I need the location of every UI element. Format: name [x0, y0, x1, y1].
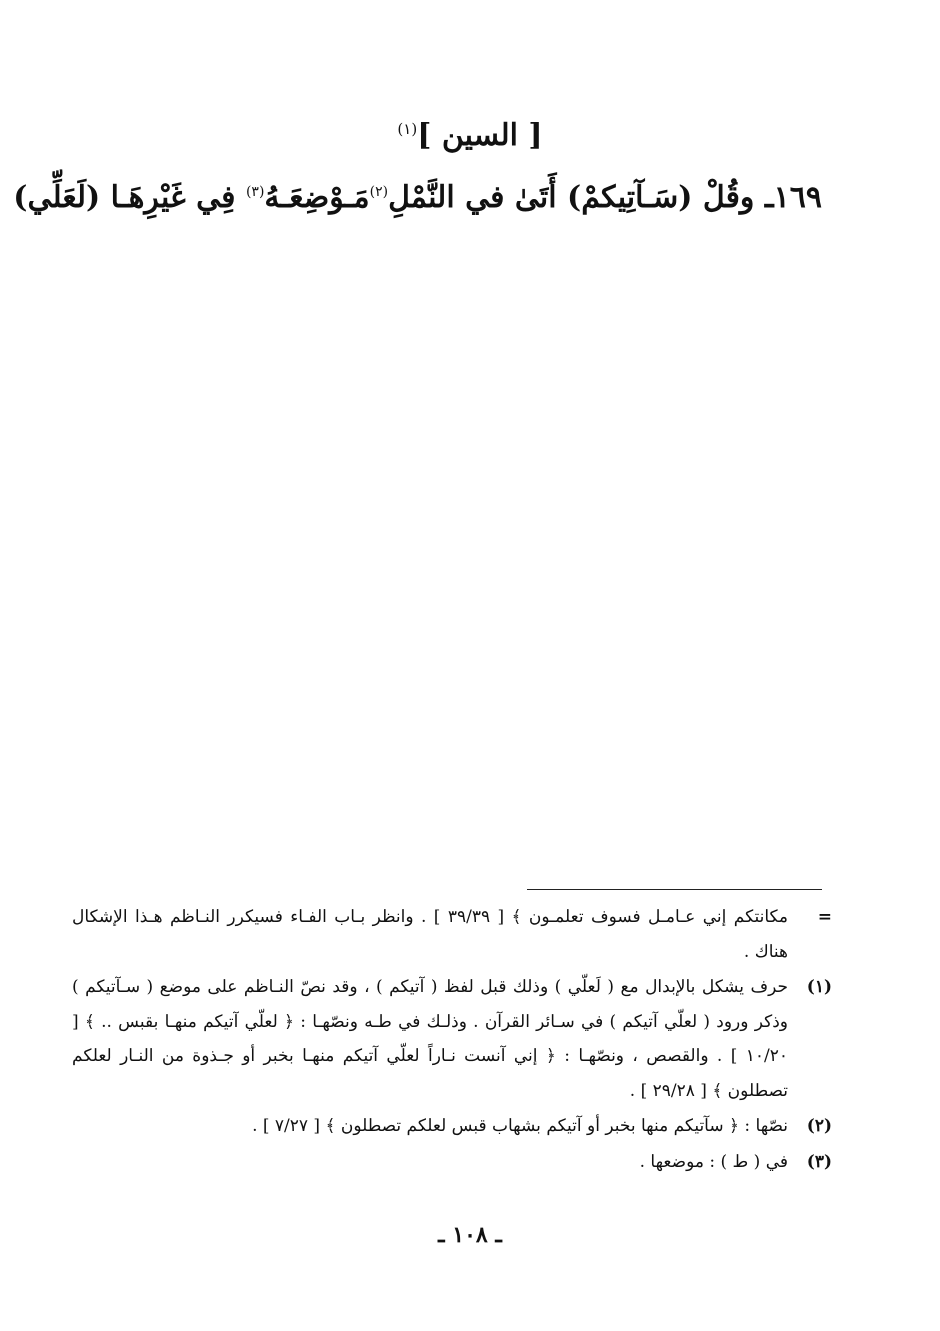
footnote-mark: =	[817, 907, 832, 927]
footnote-2	[72, 1109, 832, 1144]
footnotes-section	[72, 900, 832, 1180]
verse-first-hemistich	[370, 180, 822, 215]
verse-second-note-ref: (٣)	[245, 184, 265, 200]
footnote-continuation	[72, 900, 832, 969]
footnote-divider	[527, 889, 822, 890]
verse-second-hemistich	[13, 180, 369, 215]
verse-first-note-ref: (٢)	[369, 184, 389, 200]
footnote-mark: (٣)	[806, 1151, 832, 1172]
verse-first-hemistich-text: وقُلْ (سَـآتِيكمْ) أَتَىٰ في النَّمْلِ	[388, 180, 755, 215]
footnote-text: مكانتكم إني عـامـل فسوف تعلمـون ﴾ [ ٣٩/٣٩ ] . وانظر بـاب الفـاء فسيكرر النـاظم هـذا الإشكال هناك .	[72, 907, 788, 962]
section-heading-note-ref: (١)	[397, 120, 418, 138]
footnote-mark: (١)	[806, 977, 832, 997]
footnote-1	[72, 970, 832, 1108]
page-number: ـ ١٠٨ ـ	[438, 1222, 502, 1248]
verse-number: ١٦٩ـ	[764, 180, 822, 215]
footnote-text: في ( ط ) : موضعها .	[639, 1151, 788, 1172]
footnote-text: حرف يشكل بالإبدال مع ( لَعلّي ) وذلك قبل لفظ ( آتيكم ) ، وقد نصّ النـاظم على موضع ( سـآتيكم ) وذكر ورود ( لعلّي آتيكم ) في سـائر القرآن . وذلـك في طـه ونصّهـا : ﴿ لعلّي آتيكم منهـا بقبس .. ﴾ [ ١٠/٢٠ ] . والقصص ، ونصّهـا : ﴿ إني آنست نـاراً لعلّي آتيكم منهـا بخبر أو جـذوة من النـار لعلكم تصطلون ﴾ [ ٢٩/٢٨ ] .	[72, 977, 788, 1101]
verse-second-hemistich-end: فِي غَيْرِهَـا (لَعَلِّي)	[13, 180, 236, 215]
section-heading	[0, 118, 940, 153]
section-heading-title: [ السين ]	[417, 118, 543, 153]
footnote-mark: (٢)	[806, 1116, 832, 1136]
verse-line	[13, 180, 822, 215]
verse-second-hemistich-start: مَـوْضِعَـهُ	[264, 180, 370, 215]
footnote-3	[72, 1145, 832, 1180]
footnote-text: نصّها : ﴿ سآتيكم منها بخبر أو آتيكم بشهاب قبس لعلكم تصطلون ﴾ [ ٧/٢٧ ] .	[252, 1116, 788, 1136]
